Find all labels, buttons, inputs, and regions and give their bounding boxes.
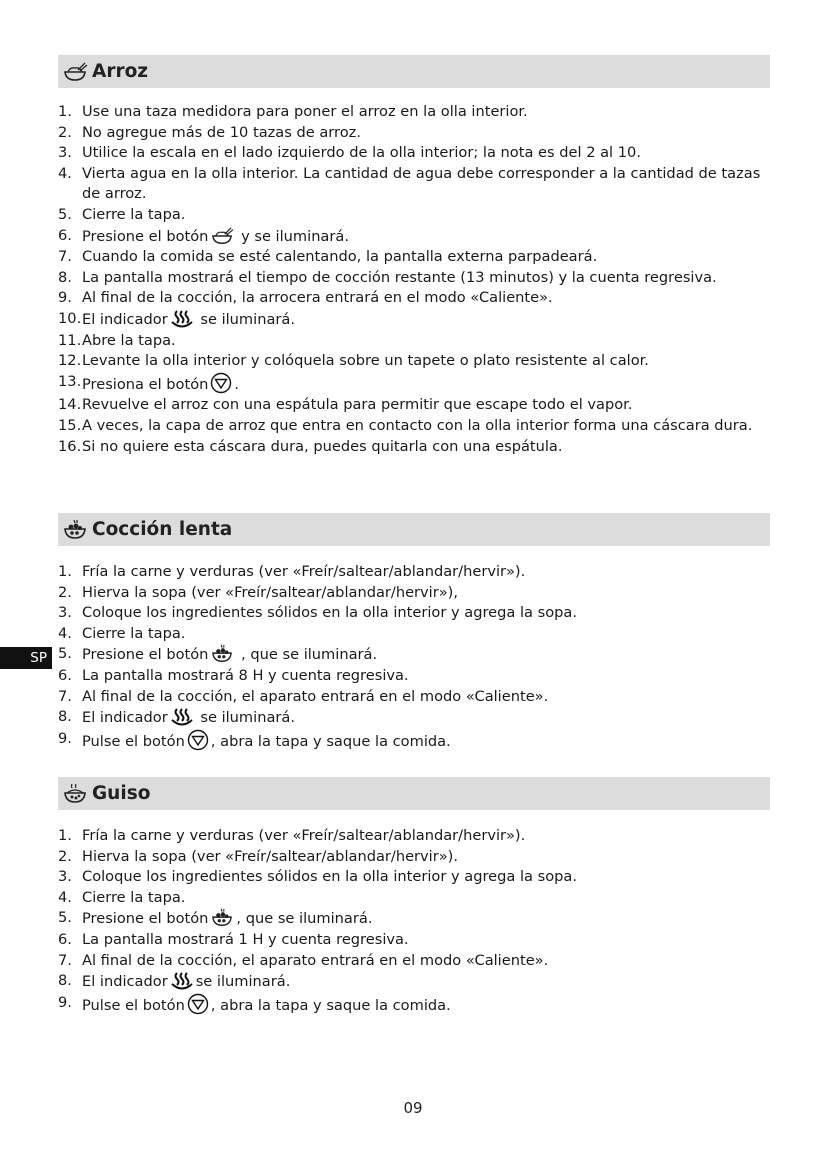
step-text-after-icon: , abra la tapa y saque la comida. [210,732,451,750]
step-number: 5. [58,909,72,927]
list-item [58,867,770,888]
step-number: 11. [58,331,82,349]
step-number: 8. [58,972,72,990]
step-text-after-icon: , que se iluminará. [241,646,378,664]
list-item [58,309,770,331]
list-item [58,624,770,645]
step-number: 14. [58,396,82,414]
list-item [58,644,770,666]
step-text: Presiona el botón [82,375,209,393]
section-header-coccion-lenta [58,513,770,546]
step-text: El indicador [82,310,168,328]
list-item [58,729,770,753]
keep-warm-icon [170,971,194,991]
step-text: Cierre la tapa. [82,888,186,906]
list-item [58,908,770,930]
step-text: Pulse el botón [82,996,185,1014]
step-text: Cuando la comida se esté calentando, la pantalla externa parpadeará. [82,248,598,266]
step-text: Levante la olla interior y colóquela sobre un tapete o plato resistente al calor. [82,352,649,370]
stew-pot-icon [62,783,88,805]
cancel-button-icon [210,372,232,394]
steps-list-guiso [58,826,770,1016]
list-item [58,288,770,309]
step-text: Presione el botón [82,227,209,245]
slow-cook-icon [210,644,234,664]
section-title-coccion-lenta: Cocción lenta [92,519,233,540]
list-item [58,993,770,1017]
section-title-guiso: Guiso [92,783,151,804]
slow-cook-icon [62,519,88,541]
list-item [58,351,770,372]
cancel-button-icon [187,729,209,751]
step-text-after-icon: , abra la tapa y saque la comida. [210,996,451,1014]
step-number: 8. [58,268,72,286]
step-text: Abre la tapa. [82,331,176,349]
step-text: Presione el botón [82,646,209,664]
step-text: Si no quiere esta cáscara dura, puedes quitarla con una espátula. [82,437,563,455]
list-item [58,164,770,205]
list-item [58,687,770,708]
section-header-guiso [58,777,770,810]
step-number: 3. [58,868,72,886]
list-item [58,331,770,352]
step-text-after-icon: se iluminará. [195,973,291,991]
list-item [58,395,770,416]
list-item [58,562,770,583]
list-item [58,372,770,396]
list-item [58,930,770,951]
list-item [58,847,770,868]
step-number: 10. [58,309,82,327]
step-number: 13. [58,372,82,390]
list-item [58,666,770,687]
keep-warm-icon [170,309,194,329]
list-item [58,583,770,604]
step-number: 15. [58,416,82,434]
list-item [58,971,770,993]
step-number: 7. [58,951,72,969]
step-text: Cierre la tapa. [82,205,186,223]
step-text: No agregue más de 10 tazas de arroz. [82,123,361,141]
step-number: 3. [58,604,72,622]
step-number: 5. [58,205,72,223]
step-number: 4. [58,624,72,642]
steps-list-arroz [58,102,770,457]
step-text: Al final de la cocción, la arrocera entrará en el modo «Caliente». [82,289,553,307]
section-header-arroz [58,55,770,88]
step-text: Presione el botón [82,910,209,928]
step-text-after-icon: , que se iluminará. [236,910,373,928]
list-item [58,247,770,268]
step-number: 6. [58,226,72,244]
steps-list-coccion-lenta [58,562,770,752]
step-number: 1. [58,563,72,580]
step-text: Hierva la sopa (ver «Freír/saltear/ablandar/hervir»). [82,847,458,865]
step-number: 16. [58,437,82,455]
step-number: 7. [58,687,72,705]
keep-warm-icon [170,707,194,727]
step-number: 2. [58,847,72,865]
list-item [58,951,770,972]
step-number: 6. [58,666,72,684]
cancel-button-icon [187,993,209,1015]
step-text: La pantalla mostrará el tiempo de cocción restante (13 minutos) y la cuenta regresiva. [82,268,717,286]
list-item [58,707,770,729]
step-number: 9. [58,729,72,747]
step-number: 9. [58,289,72,307]
step-text: El indicador [82,973,168,991]
step-text: Hierva la sopa (ver «Freír/saltear/ablandar/hervir»), [82,583,458,601]
step-number: 1. [58,103,72,120]
step-number: 6. [58,930,72,948]
rice-bowl-icon [62,61,88,83]
list-item [58,205,770,226]
step-number: 3. [58,144,72,162]
step-text: La pantalla mostrará 8 H y cuenta regresiva. [82,666,409,684]
list-item [58,143,770,164]
step-text: Fría la carne y verduras (ver «Freír/saltear/ablandar/hervir»). [82,563,526,580]
language-tab: SP [0,647,52,669]
section-title-arroz: Arroz [92,61,149,82]
step-number: 9. [58,993,72,1011]
step-text: Coloque los ingredientes sólidos en la olla interior y agrega la sopa. [82,604,577,622]
list-item [58,888,770,909]
step-number: 1. [58,827,72,844]
step-text: El indicador [82,709,168,727]
rice-bowl-icon [210,226,234,246]
step-text: Cierre la tapa. [82,624,186,642]
list-item [58,826,770,847]
step-text: Use una taza medidora para poner el arroz en la olla interior. [82,103,528,120]
step-text: Fría la carne y verduras (ver «Freír/saltear/ablandar/hervir»). [82,827,526,844]
list-item [58,603,770,624]
step-number: 5. [58,645,72,663]
step-number: 4. [58,164,72,182]
list-item [58,226,770,248]
step-number: 2. [58,123,72,141]
step-number: 2. [58,583,72,601]
step-text: La pantalla mostrará 1 H y cuenta regresiva. [82,930,409,948]
list-item [58,102,770,123]
step-text: Pulse el botón [82,732,185,750]
step-number: 12. [58,352,82,370]
list-item [58,123,770,144]
list-item [58,437,770,458]
step-number: 8. [58,708,72,726]
step-text-after-icon: . [234,375,240,393]
step-text: Vierta agua en la olla interior. La cantidad de agua debe corresponder a la cantidad de tazas de arroz. [82,164,761,203]
step-text-after-icon: y se iluminará. [241,227,349,245]
slow-cook-icon [210,908,234,928]
step-number: 7. [58,248,72,266]
step-text: Utilice la escala en el lado izquierdo de la olla interior; la nota es del 2 al 10. [82,144,641,162]
step-text: Coloque los ingredientes sólidos en la olla interior y agrega la sopa. [82,868,577,886]
list-item [58,416,770,437]
step-text: Al final de la cocción, el aparato entrará en el modo «Caliente». [82,687,549,705]
step-number: 4. [58,888,72,906]
step-text: Al final de la cocción, el aparato entrará en el modo «Caliente». [82,951,549,969]
list-item [58,268,770,289]
step-text-after-icon: se iluminará. [200,310,295,328]
step-text-after-icon: se iluminará. [200,709,295,727]
step-text: A veces, la capa de arroz que entra en contacto con la olla interior forma una cáscara dura. [82,416,753,434]
step-text: Revuelve el arroz con una espátula para permitir que escape todo el vapor. [82,396,633,414]
page-number: 09 [403,1099,423,1117]
